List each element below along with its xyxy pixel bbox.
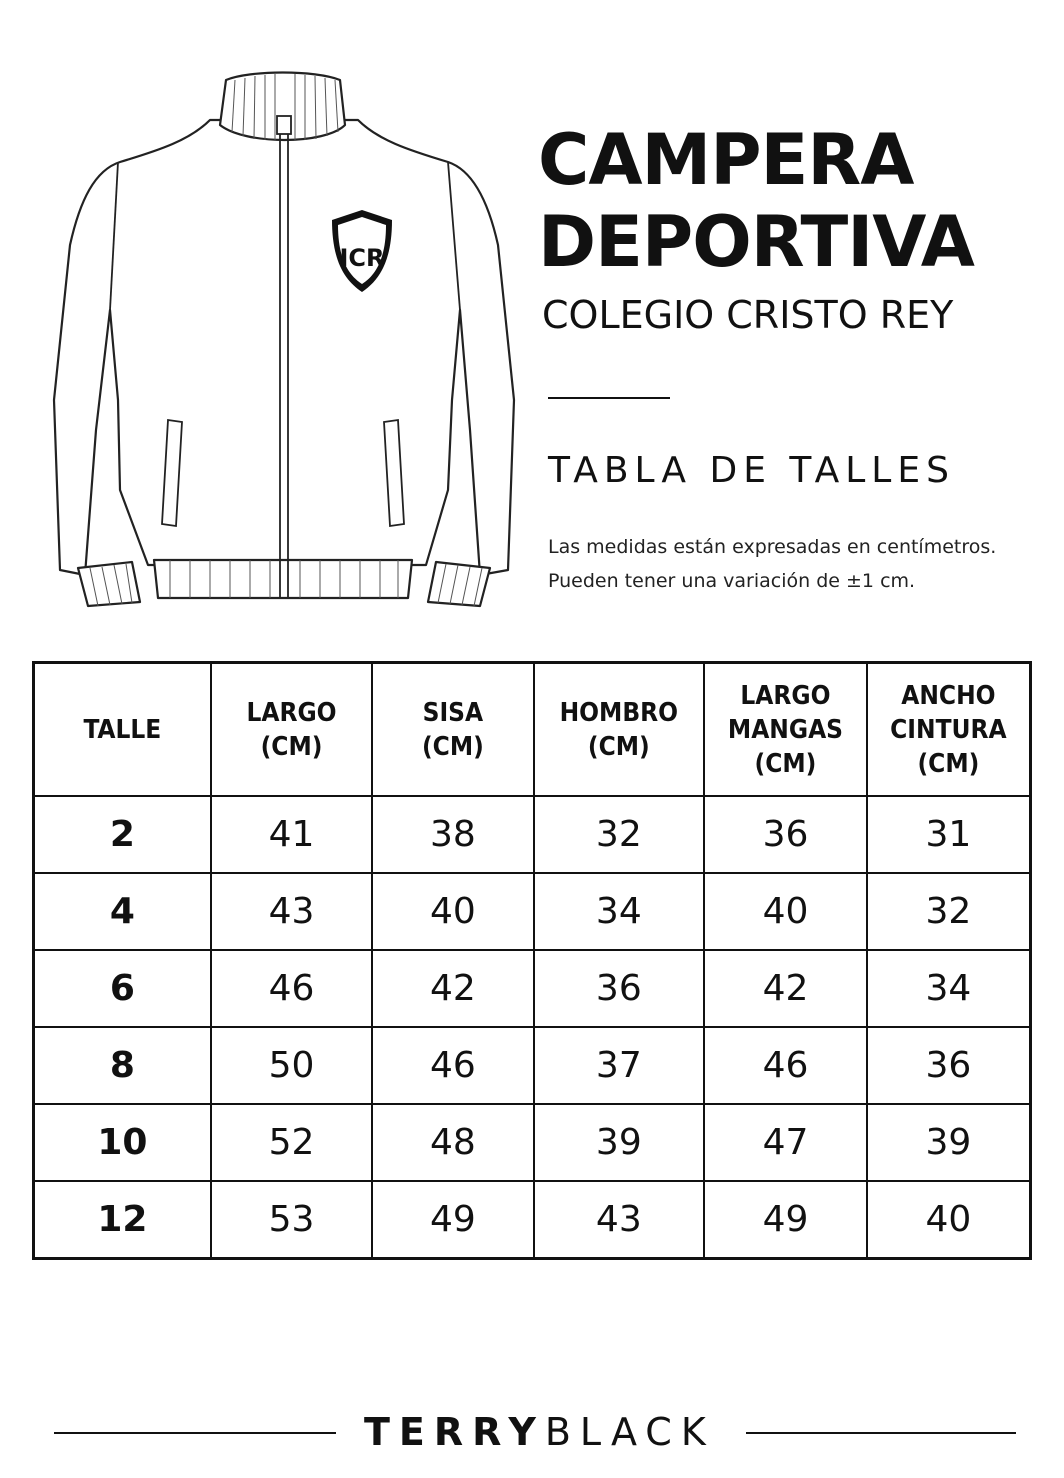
- header-sisa: SISA (CM): [372, 663, 533, 797]
- largo-cell: 46: [211, 950, 372, 1027]
- ancho-cintura-cell: 40: [867, 1181, 1031, 1259]
- hombro-cell: 32: [534, 796, 705, 873]
- size-cell: 10: [34, 1104, 211, 1181]
- ancho-cintura-cell: 31: [867, 796, 1031, 873]
- size-cell: 12: [34, 1181, 211, 1259]
- largo-cell: 53: [211, 1181, 372, 1259]
- largo-cell: 52: [211, 1104, 372, 1181]
- largo-cell: 50: [211, 1027, 372, 1104]
- sisa-cell: 46: [372, 1027, 533, 1104]
- footer-divider-right: [746, 1432, 1016, 1434]
- sisa-cell: 42: [372, 950, 533, 1027]
- header-largo: LARGO (CM): [211, 663, 372, 797]
- sisa-cell: 40: [372, 873, 533, 950]
- brand-part1: TERRY: [364, 1410, 545, 1454]
- largo-mangas-cell: 46: [704, 1027, 867, 1104]
- size-cell: 4: [34, 873, 211, 950]
- largo-mangas-cell: 42: [704, 950, 867, 1027]
- size-cell: 6: [34, 950, 211, 1027]
- sisa-cell: 49: [372, 1181, 533, 1259]
- largo-mangas-cell: 47: [704, 1104, 867, 1181]
- ancho-cintura-cell: 34: [867, 950, 1031, 1027]
- page-title-line2: DEPORTIVA: [538, 201, 974, 283]
- ancho-cintura-cell: 32: [867, 873, 1031, 950]
- page-title-line1: CAMPERA: [538, 119, 914, 201]
- table-row: [34, 950, 1031, 1027]
- ancho-cintura-cell: 39: [867, 1104, 1031, 1181]
- jacket-illustration: [40, 70, 530, 610]
- size-cell: 8: [34, 1027, 211, 1104]
- table-row: [34, 1027, 1031, 1104]
- page-subtitle: COLEGIO CRISTO REY: [542, 293, 954, 337]
- table-row: [34, 1181, 1031, 1259]
- hombro-cell: 34: [534, 873, 705, 950]
- largo-cell: 41: [211, 796, 372, 873]
- hombro-cell: 36: [534, 950, 705, 1027]
- header-ancho-cintura: ANCHO CINTURA (CM): [867, 663, 1031, 797]
- header-largo-mangas: LARGO MANGAS (CM): [704, 663, 867, 797]
- largo-mangas-cell: 49: [704, 1181, 867, 1259]
- largo-mangas-cell: 36: [704, 796, 867, 873]
- table-row: [34, 1104, 1031, 1181]
- ancho-cintura-cell: 36: [867, 1027, 1031, 1104]
- largo-mangas-cell: 40: [704, 873, 867, 950]
- brand-logo: [364, 1410, 715, 1454]
- hombro-cell: 37: [534, 1027, 705, 1104]
- table-header-row: [34, 663, 1031, 797]
- footer-divider-left: [54, 1432, 336, 1434]
- brand-part2: BLACK: [544, 1410, 715, 1454]
- sisa-cell: 38: [372, 796, 533, 873]
- size-cell: 2: [34, 796, 211, 873]
- measurement-note-line1: Las medidas están expresadas en centímetros.: [548, 536, 997, 558]
- crest-text: ICR: [339, 244, 385, 272]
- size-chart-table: [32, 661, 1032, 1260]
- section-title: TABLA DE TALLES: [548, 450, 955, 491]
- hombro-cell: 39: [534, 1104, 705, 1181]
- header-hombro: HOMBRO (CM): [534, 663, 705, 797]
- largo-cell: 43: [211, 873, 372, 950]
- hombro-cell: 43: [534, 1181, 705, 1259]
- title-divider: [548, 397, 670, 399]
- table-row: [34, 873, 1031, 950]
- table-row: [34, 796, 1031, 873]
- measurement-note-line2: Pueden tener una variación de ±1 cm.: [548, 570, 916, 592]
- header-talle: TALLE: [34, 663, 211, 797]
- sisa-cell: 48: [372, 1104, 533, 1181]
